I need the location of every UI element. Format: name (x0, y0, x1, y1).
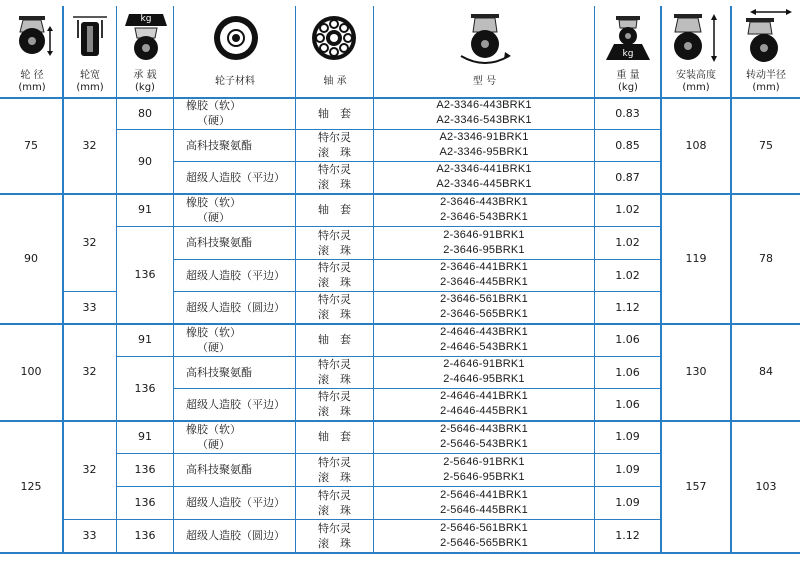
weight-cell: 1.09 (615, 463, 640, 476)
model-cell: A2-3346-441BRK1 A2-3346-445BRK1 (436, 163, 532, 190)
model-cell: 2-3646-443BRK1 2-3646-543BRK1 (440, 195, 528, 223)
weight-cell: 1.12 (615, 300, 640, 314)
material-cell: 超级人造胶（圆边） (186, 529, 285, 542)
bearing-icon (310, 14, 358, 62)
load-cell: 90 (138, 154, 152, 168)
width-cell: 33 (82, 300, 97, 314)
load-cell: 136 (134, 463, 156, 476)
swivel-radius-header: 转动半径 (mm) (746, 70, 786, 93)
weight-header: 重 量 (kg) (616, 70, 640, 93)
material-cell: 高科技聚氨酯 (186, 463, 252, 476)
load-cell: 136 (134, 268, 156, 281)
material-cell: 高科技聚氨酯 (186, 365, 252, 379)
model-cell: 2-3646-91BRK1 2-3646-95BRK1 (443, 228, 525, 256)
load-cell: 136 (134, 496, 156, 509)
material-cell: 超级人造胶（平边） (186, 496, 285, 509)
bearing-cell: 特尔灵 滚 珠 (318, 163, 351, 191)
weight-cell: 0.83 (615, 106, 640, 120)
weight-cell: 0.85 (615, 138, 640, 152)
swivel-radius-icon (736, 8, 794, 66)
bearing-cell: 特尔灵 滚 珠 (318, 521, 351, 550)
wheel-width-header: 轮宽 (mm) (76, 70, 104, 93)
swivel-radius-cell: 84 (759, 365, 773, 378)
bearing-cell: 特尔灵 滚 珠 (318, 358, 351, 386)
model-cell: 2-4646-443BRK1 2-4646-543BRK1 (440, 325, 528, 353)
material-cell: 高科技聚氨酯 (186, 236, 252, 249)
bearing-cell: 特尔灵 滚 珠 (318, 261, 351, 289)
model-cell: 2-5646-443BRK1 2-5646-543BRK1 (440, 422, 528, 450)
weight-cell: 1.06 (615, 333, 640, 346)
material-cell: 超级人造胶（平边） (186, 397, 285, 411)
swivel-caster-icon (455, 12, 515, 68)
swivel-radius-cell: 78 (759, 251, 773, 265)
weight-cell: 1.09 (615, 496, 640, 509)
wheel-diameter-icon (10, 14, 54, 58)
model-cell: 2-5646-91BRK1 2-5646-95BRK1 (443, 455, 525, 483)
wheel-width-icon (70, 14, 110, 60)
bearing-cell: 轴 套 (318, 333, 351, 346)
swivel-radius-cell: 75 (759, 138, 773, 152)
width-cell: 32 (82, 365, 97, 378)
kg-badge: kg (140, 14, 152, 24)
model-cell: 2-3646-441BRK1 2-3646-445BRK1 (440, 261, 528, 288)
load-cell: 80 (138, 106, 152, 120)
mounting-height-cell: 157 (685, 479, 707, 493)
wheel-diameter-header: 轮 径 (mm) (18, 70, 46, 93)
wheel-material-icon (212, 14, 260, 62)
weight-cell: 1.09 (615, 430, 640, 443)
column-divider (173, 6, 174, 553)
weight-cell: 1.02 (615, 203, 640, 216)
load-cell: 136 (134, 529, 156, 542)
load-capacity-header: 承 载 (kg) (133, 70, 157, 93)
material-cell: 高科技聚氨酯 (186, 138, 252, 152)
mounting-height-cell: 130 (685, 365, 707, 378)
diameter-cell: 90 (24, 251, 38, 265)
model-cell: 2-5646-441BRK1 2-5646-445BRK1 (440, 488, 528, 516)
material-cell: 超级人造胶（平边） (186, 170, 285, 184)
load-cell: 91 (138, 430, 152, 443)
material-cell: 橡胶（软） （硬） (186, 99, 241, 127)
diameter-cell: 125 (20, 479, 42, 493)
load-cell: 91 (138, 203, 152, 216)
bearing-header: 轴 承 (323, 76, 347, 87)
mounting-height-header: 安装高度 (mm) (676, 70, 716, 93)
bearing-cell: 特尔灵 滚 珠 (318, 131, 351, 159)
bearing-cell: 轴 套 (318, 106, 351, 120)
weight-cell: 1.06 (615, 365, 640, 379)
swivel-radius-cell: 103 (755, 479, 777, 493)
model-cell: A2-3346-91BRK1 A2-3346-95BRK1 (439, 131, 529, 158)
mounting-height-cell: 119 (685, 251, 707, 265)
bearing-cell: 特尔灵 滚 珠 (318, 455, 351, 484)
weight-cell: 1.12 (615, 529, 640, 542)
model-header: 型 号 (472, 76, 497, 87)
diameter-cell: 100 (20, 365, 42, 378)
bearing-cell: 特尔灵 滚 珠 (318, 390, 351, 418)
width-cell: 32 (82, 138, 97, 152)
model-cell: 2-4646-441BRK1 2-4646-445BRK1 (440, 390, 528, 417)
mounting-height-cell: 108 (685, 138, 707, 152)
width-cell: 32 (82, 463, 97, 476)
weight-cell: 0.87 (615, 170, 640, 184)
model-cell: 2-5646-561BRK1 2-5646-565BRK1 (440, 521, 528, 549)
bearing-cell: 轴 套 (318, 430, 351, 443)
mounting-height-icon (670, 12, 722, 64)
bearing-cell: 特尔灵 滚 珠 (318, 488, 351, 517)
weight-kg-badge: kg (622, 49, 634, 59)
weight-cell: 1.06 (615, 397, 640, 411)
material-cell: 橡胶（软） （硬） (186, 195, 241, 224)
material-cell: 超级人造胶（圆边） (186, 300, 285, 314)
diameter-cell: 75 (24, 138, 38, 152)
material-cell: 橡胶（软） （硬） (186, 422, 241, 451)
material-cell: 橡胶（软） （硬） (186, 325, 241, 354)
bearing-cell: 特尔灵 滚 珠 (318, 228, 351, 257)
weight-cell: 1.02 (615, 268, 640, 282)
width-cell: 33 (82, 529, 97, 542)
model-cell: 2-4646-91BRK1 2-4646-95BRK1 (443, 358, 525, 385)
model-cell: 2-3646-561BRK1 2-3646-565BRK1 (440, 293, 528, 320)
weight-cell: 1.02 (615, 236, 640, 249)
table-bottom-rule (0, 552, 800, 554)
load-cell: 91 (138, 333, 152, 346)
load-cell: 136 (134, 381, 156, 395)
model-cell: A2-3346-443BRK1 A2-3346-543BRK1 (436, 99, 532, 126)
bearing-cell: 特尔灵 滚 珠 (318, 293, 351, 321)
material-cell: 超级人造胶（平边） (186, 268, 285, 282)
wheel-material-header: 轮子材料 (215, 76, 255, 87)
bearing-cell: 轴 套 (318, 203, 351, 216)
width-cell: 32 (82, 235, 97, 249)
